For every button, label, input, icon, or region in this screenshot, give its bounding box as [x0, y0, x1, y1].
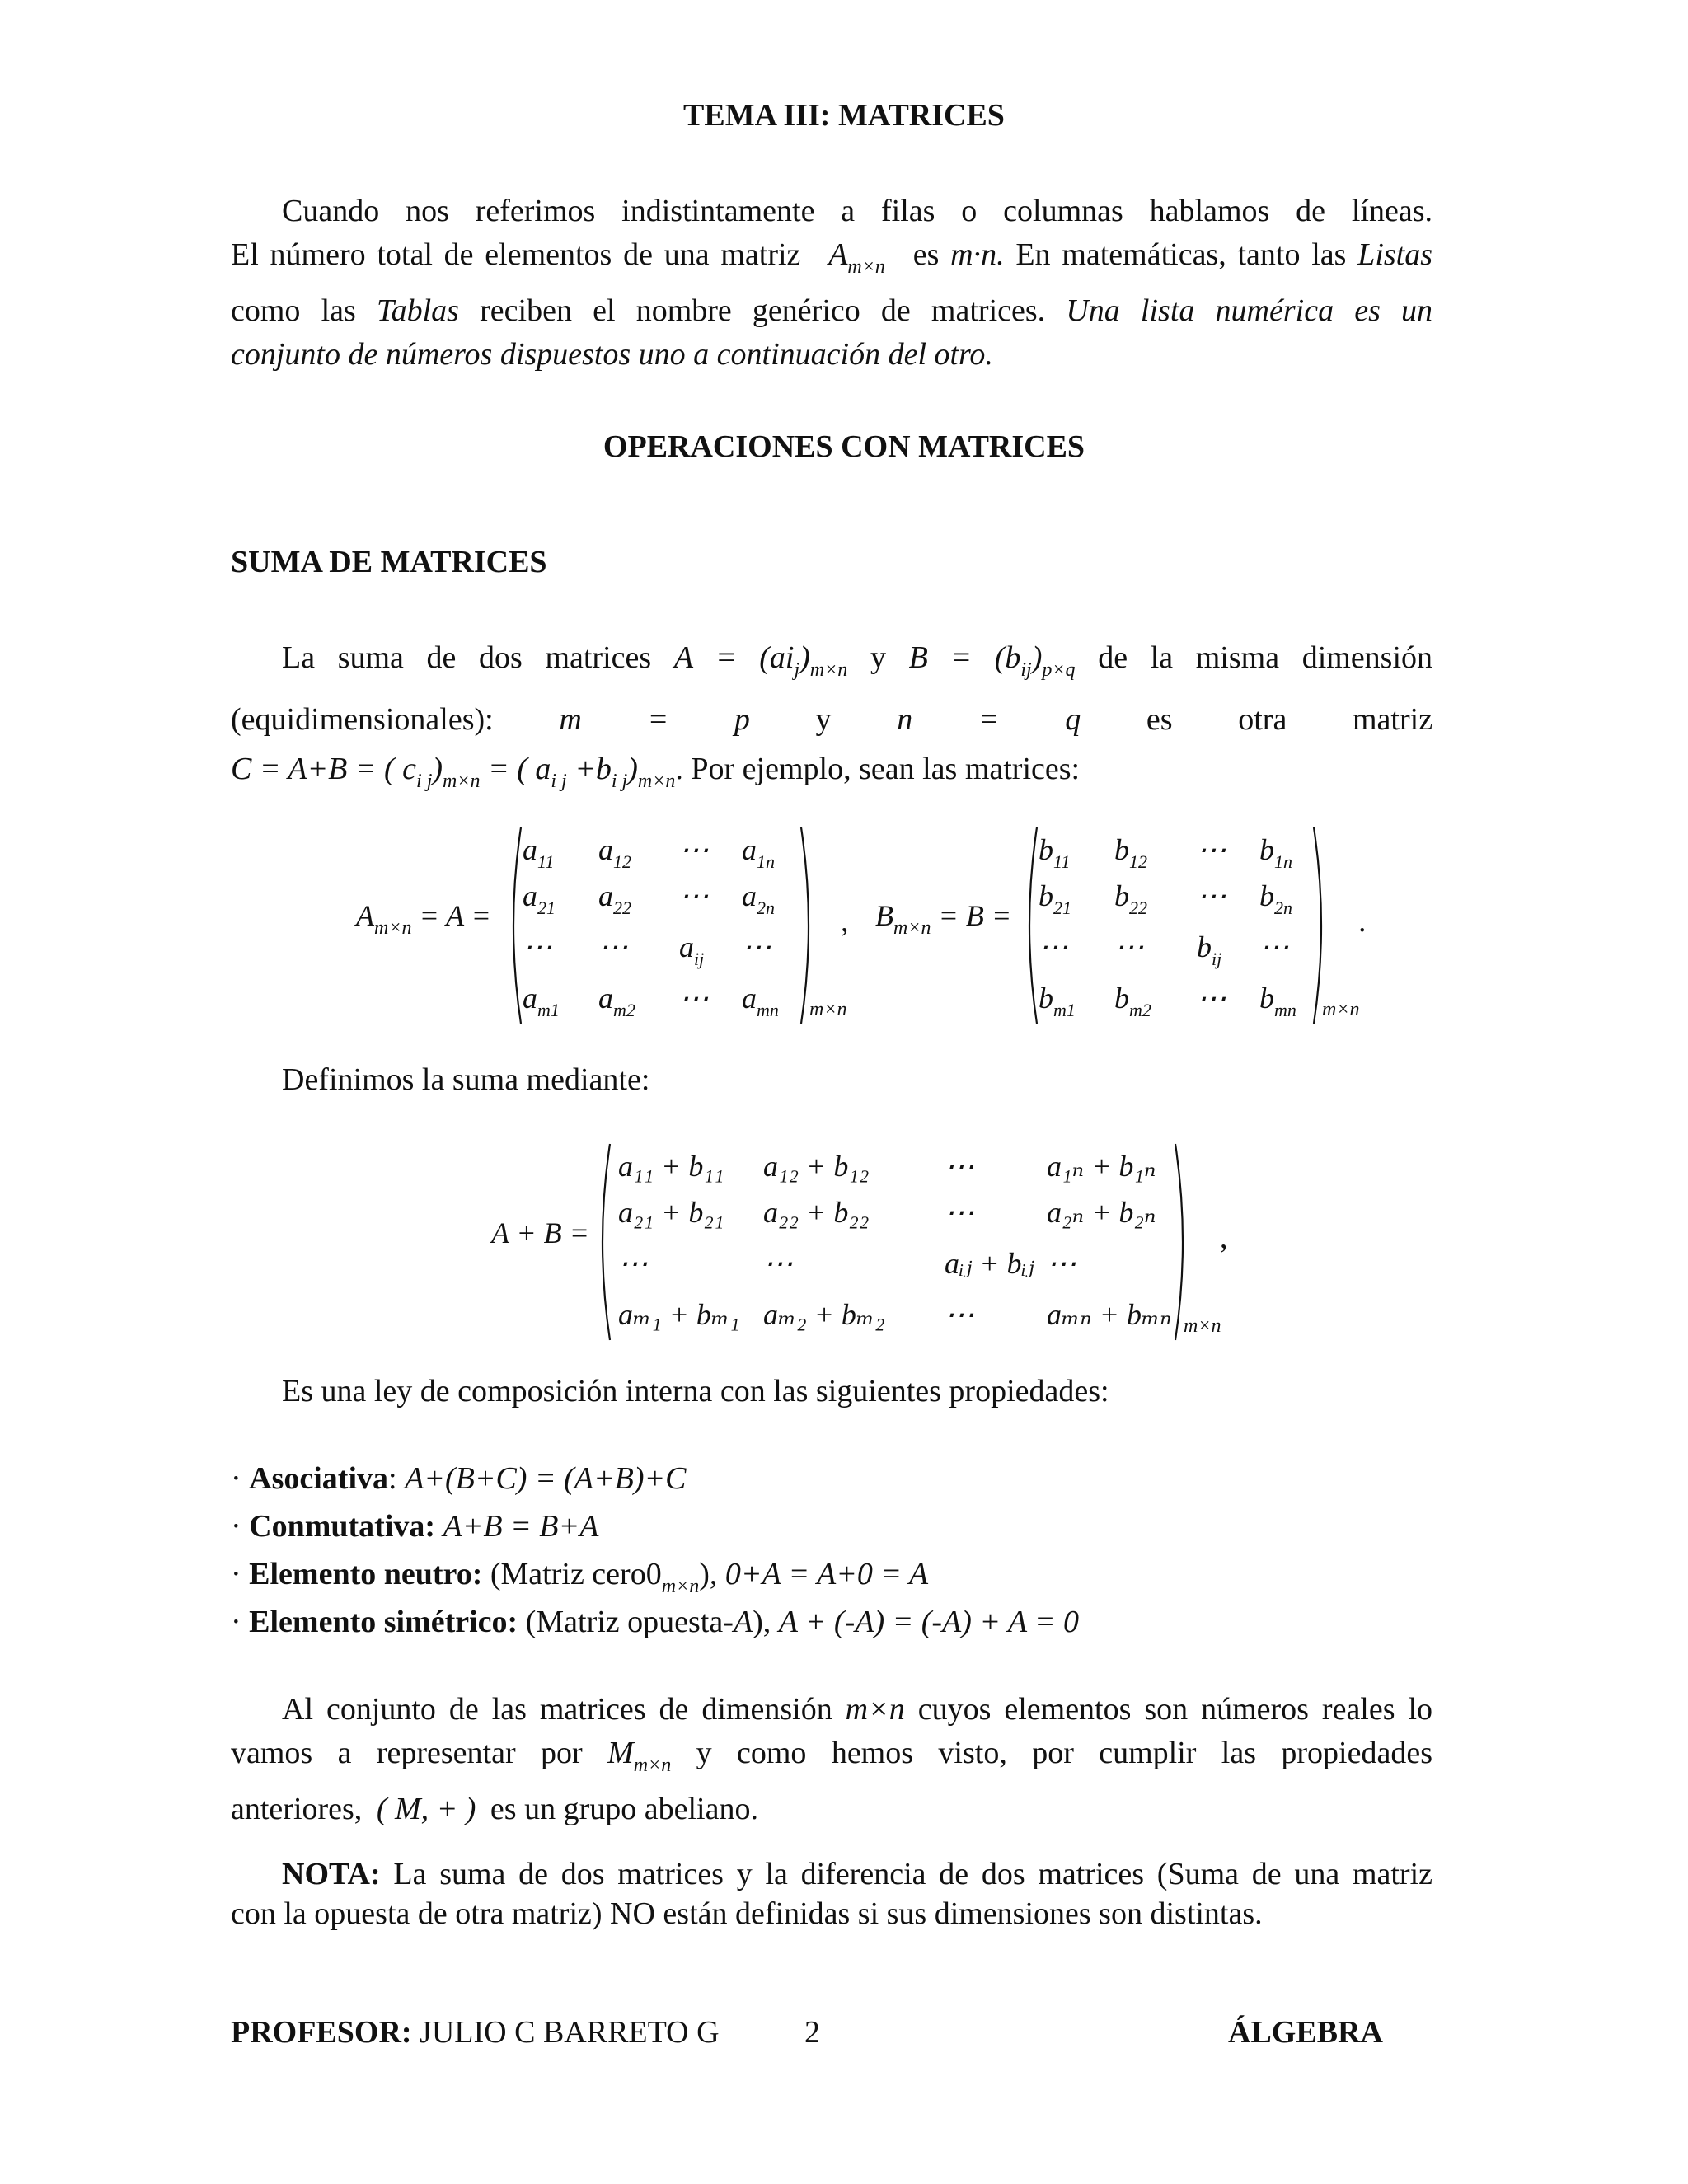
suma-line-1: La suma de dos matrices $A = (ai_j)_{m\times n}$ y $B = (b_{ij})_{p\times q}$ de la misma dimensión	[282, 640, 1433, 681]
subsection-title: SUMA DE MATRICES	[231, 545, 547, 579]
prop-elemento-neutro: · Elemento neutro: (Matriz $cero0_{m\times n}$), 0+A = A+0 = A	[231, 1557, 929, 1597]
matrix-b-cell: ⋯	[1197, 833, 1226, 866]
intro-line-1: Cuando nos referimos indistintamente a filas o columnas hablamos de líneas.	[282, 194, 1432, 228]
footer-profesor: PROFESOR: JULIO C BARRETO G	[231, 2015, 720, 2050]
intro-line-3: como las Tablas reciben el nombre genérico de matrices. Una lista numérica es un	[231, 293, 1433, 328]
matrix-sum-cell: ⋯	[945, 1298, 974, 1331]
section-title: OPERACIONES CON MATRICES	[603, 429, 1085, 464]
matrix-b-cell: ⋯	[1197, 982, 1226, 1015]
suma-line-3: C = A+B = ( $c_{i j})_{m\times n}$ = ( $a_{i j} +b_{i j})_{m\times n}$. Por ejemplo, sean las matrices:	[231, 752, 1081, 792]
matrix-sum-cell: a₂ₙ + b₂ₙ	[1047, 1196, 1156, 1229]
matrix-b-cell: $b_{m2}$	[1114, 982, 1151, 1020]
matrix-b-lhs: $B_{m\times n} = B$ =	[875, 899, 1012, 939]
matrix-a-cell: ⋯	[679, 982, 709, 1015]
matrix-b-cell: ⋯	[1039, 930, 1068, 963]
suma-paragraph	[231, 633, 1432, 806]
matrix-a-cell: $a_{12}$	[598, 833, 631, 872]
matrix-a-dim: m×n	[809, 999, 847, 1020]
prop-elemento-simetrico: · Elemento simétrico: (Matriz opuesta-A), A + (-A) = (-A) + A = 0	[231, 1605, 1080, 1639]
matrix-b-cell: $b_{11}$	[1039, 833, 1071, 872]
matrix-sum-body	[610, 1149, 1179, 1338]
matrix-b-cell: $b_{mn}$	[1259, 982, 1296, 1020]
matrix-b-cell: $b_{m1}$	[1039, 982, 1076, 1020]
matrix-sum-cell: a₁₂ + b₁₂	[763, 1150, 870, 1183]
matrix-a-cell: $a_{ij}$	[679, 930, 705, 969]
matrix-sum-cell: ⋯	[945, 1196, 974, 1229]
matrix-b-cell: ⋯	[1114, 930, 1144, 963]
conjunto-line-1: Al conjunto de las matrices de dimensión m×n cuyos elementos son números reales lo	[282, 1692, 1433, 1727]
prop-asociativa: · Asociativa: A+(B+C) = (A+B)+C	[231, 1461, 687, 1496]
conjunto-paragraph	[231, 1688, 1432, 1831]
matrix-sum-cell: aₘ₂ + bₘ₂	[763, 1298, 885, 1331]
matrix-a-separator: ,	[841, 904, 849, 939]
matrix-b-cell: $b_{ij}$	[1197, 930, 1222, 969]
matrix-sum-lhs: A + B =	[491, 1216, 589, 1249]
intro-paragraph	[231, 190, 1432, 377]
matrix-sum-cell: a₁₁ + b₁₁	[618, 1150, 724, 1183]
matrix-sum-cell: a₂₂ + b₂₂	[763, 1196, 870, 1229]
matrix-a-cell: $a_{m2}$	[598, 982, 635, 1020]
nota-line-1: NOTA: La suma de dos matrices y la diferencia de dos matrices (Suma de una matriz	[282, 1857, 1433, 1891]
page-title: TEMA III: MATRICES	[683, 98, 1005, 133]
matrix-b-cell: $b_{22}$	[1114, 879, 1147, 918]
intro-line-2: El número total de elementos de una matriz $A_{m\times n}$ es m·n. En matemáticas, tanto las Listas	[231, 237, 1433, 278]
nota-line-2: con la opuesta de otra matriz) NO están definidas si sus dimensiones son distintas.	[231, 1896, 1263, 1931]
matrix-sum-cell: a₂₁ + b₂₁	[618, 1196, 724, 1229]
conjunto-line-3: anteriores, ( M, + ) es un grupo abeliano.	[231, 1792, 758, 1826]
matrix-sum-cell: a₁ₙ + b₁ₙ	[1047, 1150, 1156, 1183]
matrix-b-dim: m×n	[1322, 999, 1360, 1020]
matrix-b-left-paren	[1019, 824, 1043, 1027]
matrix-a-cell: ⋯	[742, 930, 771, 963]
matrix-sum-cell: aᵢⱼ + bᵢⱼ	[945, 1247, 1034, 1280]
matrix-b-body	[1035, 832, 1315, 1022]
matrix-a-cell: $a_{21}$	[523, 879, 556, 918]
matrix-sum-right-paren	[1169, 1141, 1193, 1343]
matrix-a-cell: $a_{2n}$	[742, 879, 775, 918]
matrix-a-cell: $a_{mn}$	[742, 982, 779, 1020]
conjunto-line-2: vamos a representar por $M_{m\times n}$ y como hemos visto, por cumplir las propiedades	[231, 1736, 1433, 1776]
matrix-b-cell: $b_{21}$	[1039, 879, 1071, 918]
matrix-a-cell: ⋯	[679, 879, 709, 912]
footer-subject: ÁLGEBRA	[1228, 2015, 1383, 2050]
matrix-a-right-paren	[795, 824, 819, 1027]
matrix-a-cell: $a_{1n}$	[742, 833, 775, 872]
intro-line-4: conjunto de números dispuestos uno a continuación del otro.	[231, 337, 993, 372]
ley-text: Es una ley de composición interna con las siguientes propiedades:	[282, 1374, 1109, 1408]
definimos-text: Definimos la suma mediante:	[282, 1062, 650, 1097]
matrix-sum-cell: ⋯	[763, 1247, 793, 1280]
suma-line-2: (equidimensionales): m = p y n = q es otra matriz	[231, 702, 1433, 737]
matrix-b-cell: $b_{12}$	[1114, 833, 1147, 872]
matrix-sum-cell: aₘₙ + bₘₙ	[1047, 1298, 1172, 1331]
matrix-a-cell: $a_{11}$	[523, 833, 555, 872]
matrix-sum-separator: ,	[1220, 1221, 1228, 1255]
nota-paragraph	[231, 1854, 1432, 1933]
matrix-a-cell: $a_{m1}$	[523, 982, 560, 1020]
matrix-a-cell: $a_{22}$	[598, 879, 631, 918]
matrix-a-cell: ⋯	[523, 930, 552, 963]
matrix-a-lhs: $A_{m\times n} = A$ =	[356, 899, 491, 939]
matrix-b-cell: ⋯	[1197, 879, 1226, 912]
prop-conmutativa: · Conmutativa: A+B = B+A	[231, 1509, 599, 1544]
matrix-sum-cell: ⋯	[1047, 1247, 1076, 1280]
matrix-b-cell: $b_{1n}$	[1259, 833, 1292, 872]
matrix-a-left-paren	[503, 824, 528, 1027]
footer-page-number: 2	[804, 2015, 820, 2050]
matrix-b-cell: ⋯	[1259, 930, 1289, 963]
matrix-b-right-paren	[1307, 824, 1332, 1027]
matrix-b-end: .	[1358, 904, 1367, 939]
matrix-sum-cell: ⋯	[945, 1150, 974, 1183]
matrix-a-body	[519, 832, 799, 1022]
matrix-sum-cell: ⋯	[618, 1247, 648, 1280]
matrix-a-cell: ⋯	[598, 930, 628, 963]
matrix-sum-dim: m×n	[1184, 1315, 1221, 1337]
matrix-b-cell: $b_{2n}$	[1259, 879, 1292, 918]
matrix-a-cell: ⋯	[679, 833, 709, 866]
matrix-sum-cell: aₘ₁ + bₘ₁	[618, 1298, 740, 1331]
